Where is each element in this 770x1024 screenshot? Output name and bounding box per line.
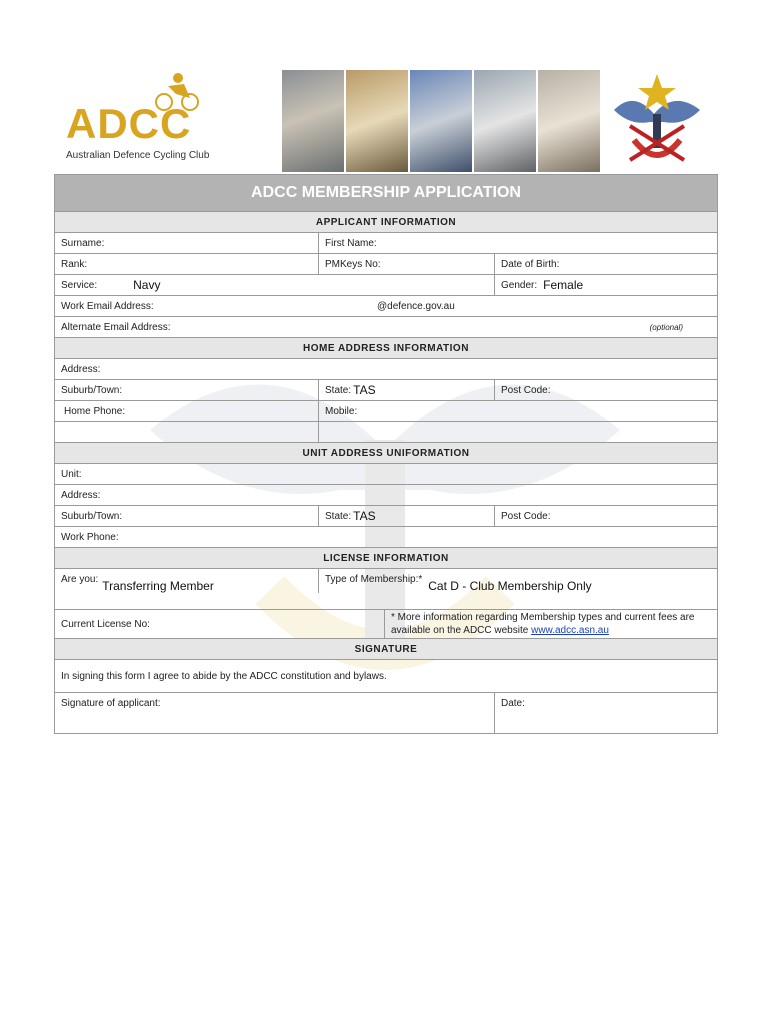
work-phone-field[interactable] xyxy=(55,527,717,547)
work-email-label: Work Email Address: xyxy=(61,300,154,312)
row-rank xyxy=(55,254,717,275)
agreement-text: In signing this form I agree to abide by the ADCC constitution and bylaws. xyxy=(61,670,387,682)
photo-4 xyxy=(474,70,536,172)
unit-suburb-field[interactable] xyxy=(55,506,319,526)
service-value[interactable]: Navy xyxy=(133,278,161,292)
current-license-field[interactable] xyxy=(55,610,385,638)
surname-label: Surname: xyxy=(61,237,105,249)
pmkeys-field[interactable] xyxy=(319,254,495,274)
logo-acronym: ADCC xyxy=(66,100,192,147)
row-signature xyxy=(55,693,717,733)
gender-value[interactable]: Female xyxy=(543,278,584,292)
membership-type-label: Type of Membership:* xyxy=(325,574,423,585)
photo-5 xyxy=(538,70,600,172)
row-home-phone xyxy=(55,401,717,422)
home-postcode-field[interactable] xyxy=(495,380,717,400)
section-unit-heading: UNIT ADDRESS UNIFORMATION xyxy=(55,443,717,464)
unit-address-label: Address: xyxy=(61,489,101,501)
home-phone-label: Home Phone: xyxy=(64,405,126,417)
row-home-address xyxy=(55,359,717,380)
row-unit-suburb xyxy=(55,506,717,527)
form-title: ADCC MEMBERSHIP APPLICATION xyxy=(55,175,717,212)
unit-state-value[interactable]: TAS xyxy=(353,509,376,523)
home-address-field[interactable] xyxy=(55,359,717,379)
photo-1 xyxy=(282,70,344,172)
optional-note: (optional) xyxy=(649,322,683,332)
row-unit xyxy=(55,464,717,485)
home-postcode-label: Post Code: xyxy=(501,384,551,396)
row-license-type xyxy=(55,569,717,610)
home-state-label: State: xyxy=(325,384,352,396)
home-state-value[interactable]: TAS xyxy=(353,383,376,397)
section-license-heading: LICENSE INFORMATION xyxy=(55,548,717,569)
mobile-field[interactable] xyxy=(319,401,717,421)
row-work-phone xyxy=(55,527,717,548)
row-name xyxy=(55,233,717,254)
unit-suburb-label: Suburb/Town: xyxy=(61,510,123,522)
membership-type-value[interactable]: Cat D - Club Membership Only xyxy=(428,579,592,593)
work-email-field[interactable] xyxy=(55,296,717,316)
row-home-blank xyxy=(55,422,717,443)
unit-postcode-label: Post Code: xyxy=(501,510,551,522)
pmkeys-label: PMKeys No: xyxy=(325,258,381,270)
unit-label: Unit: xyxy=(61,468,82,480)
unit-postcode-field[interactable] xyxy=(495,506,717,526)
membership-note-text: * More information regarding Membership types and current fees are available on the ADCC website xyxy=(391,612,695,636)
work-email-suffix: @defence.gov.au xyxy=(377,300,455,312)
unit-state-field[interactable] xyxy=(319,506,495,526)
logo-subtitle: Australian Defence Cycling Club xyxy=(66,150,210,161)
signature-field[interactable] xyxy=(55,693,495,733)
home-blank-left[interactable] xyxy=(55,422,319,442)
gender-field[interactable] xyxy=(495,275,717,295)
date-label: Date: xyxy=(501,698,525,709)
photo-2 xyxy=(346,70,408,172)
are-you-value[interactable]: Transferring Member xyxy=(102,579,214,593)
mobile-label: Mobile: xyxy=(325,405,358,417)
service-label: Service: xyxy=(61,279,98,291)
defence-crest-icon xyxy=(604,70,710,174)
first-name-label: First Name: xyxy=(325,237,377,249)
section-signature-heading: SIGNATURE xyxy=(55,639,717,660)
rank-field[interactable] xyxy=(55,254,319,274)
home-blank-right[interactable] xyxy=(319,422,717,442)
home-suburb-label: Suburb/Town: xyxy=(61,384,123,396)
agreement-cell xyxy=(55,660,717,692)
dob-label: Date of Birth: xyxy=(501,258,560,270)
membership-info-note xyxy=(385,610,717,638)
home-state-field[interactable] xyxy=(319,380,495,400)
dob-field[interactable] xyxy=(495,254,717,274)
section-home-heading: HOME ADDRESS INFORMATION xyxy=(55,338,717,359)
row-home-suburb xyxy=(55,380,717,401)
section-applicant-heading: APPLICANT INFORMATION xyxy=(55,212,717,233)
row-current-license xyxy=(55,610,717,639)
current-license-label: Current License No: xyxy=(61,618,150,630)
home-suburb-field[interactable] xyxy=(55,380,319,400)
row-agreement xyxy=(55,660,717,693)
adcc-logo xyxy=(62,72,222,172)
alt-email-field[interactable] xyxy=(55,317,717,337)
membership-form xyxy=(54,174,718,734)
unit-address-field[interactable] xyxy=(55,485,717,505)
row-service xyxy=(55,275,717,296)
rank-label: Rank: xyxy=(61,258,88,270)
are-you-field[interactable] xyxy=(55,569,319,593)
cycling-photo-strip xyxy=(282,70,600,172)
signature-label: Signature of applicant: xyxy=(61,698,161,709)
adcc-website-link[interactable]: www.adcc.asn.au xyxy=(531,625,609,636)
service-field[interactable] xyxy=(55,275,495,295)
surname-field[interactable] xyxy=(55,233,319,253)
photo-3 xyxy=(410,70,472,172)
home-phone-field[interactable] xyxy=(55,401,319,421)
unit-field[interactable] xyxy=(55,464,717,484)
date-field[interactable] xyxy=(495,693,717,733)
row-alt-email xyxy=(55,317,717,338)
work-phone-label: Work Phone: xyxy=(61,531,119,543)
alt-email-label: Alternate Email Address: xyxy=(61,321,171,333)
home-address-label: Address: xyxy=(61,363,101,375)
first-name-field[interactable] xyxy=(319,233,717,253)
gender-label: Gender: xyxy=(501,279,538,291)
row-work-email xyxy=(55,296,717,317)
unit-state-label: State: xyxy=(325,510,352,522)
are-you-label: Are you: xyxy=(61,574,99,585)
row-unit-address xyxy=(55,485,717,506)
membership-type-field[interactable] xyxy=(319,569,717,593)
